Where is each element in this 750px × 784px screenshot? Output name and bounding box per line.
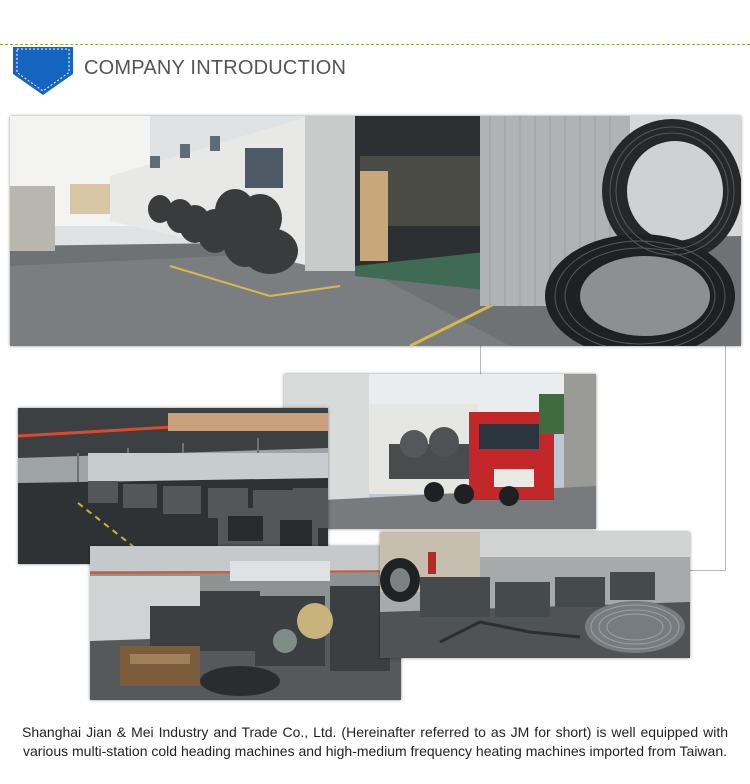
company-description: Shanghai Jian & Mei Industry and Trade Co., Ltd. (Hereinafter referred to as JM for short) is well equipped with various multi-station cold heading machines and high-medium frequency heating machines imported from Taiwan. [22,724,728,759]
header-divider [0,44,750,45]
machine-floor-photo [380,532,690,658]
connector-line [690,570,726,571]
workshop-interior-photo [18,408,328,564]
truck-loading-photo [284,374,596,529]
connector-line [480,346,481,374]
warehouse-entrance-photo [10,116,741,346]
badge-icon [13,47,73,95]
page-title: COMPANY INTRODUCTION [84,57,347,79]
heading-machines-photo [90,546,401,700]
connector-line [725,346,726,571]
